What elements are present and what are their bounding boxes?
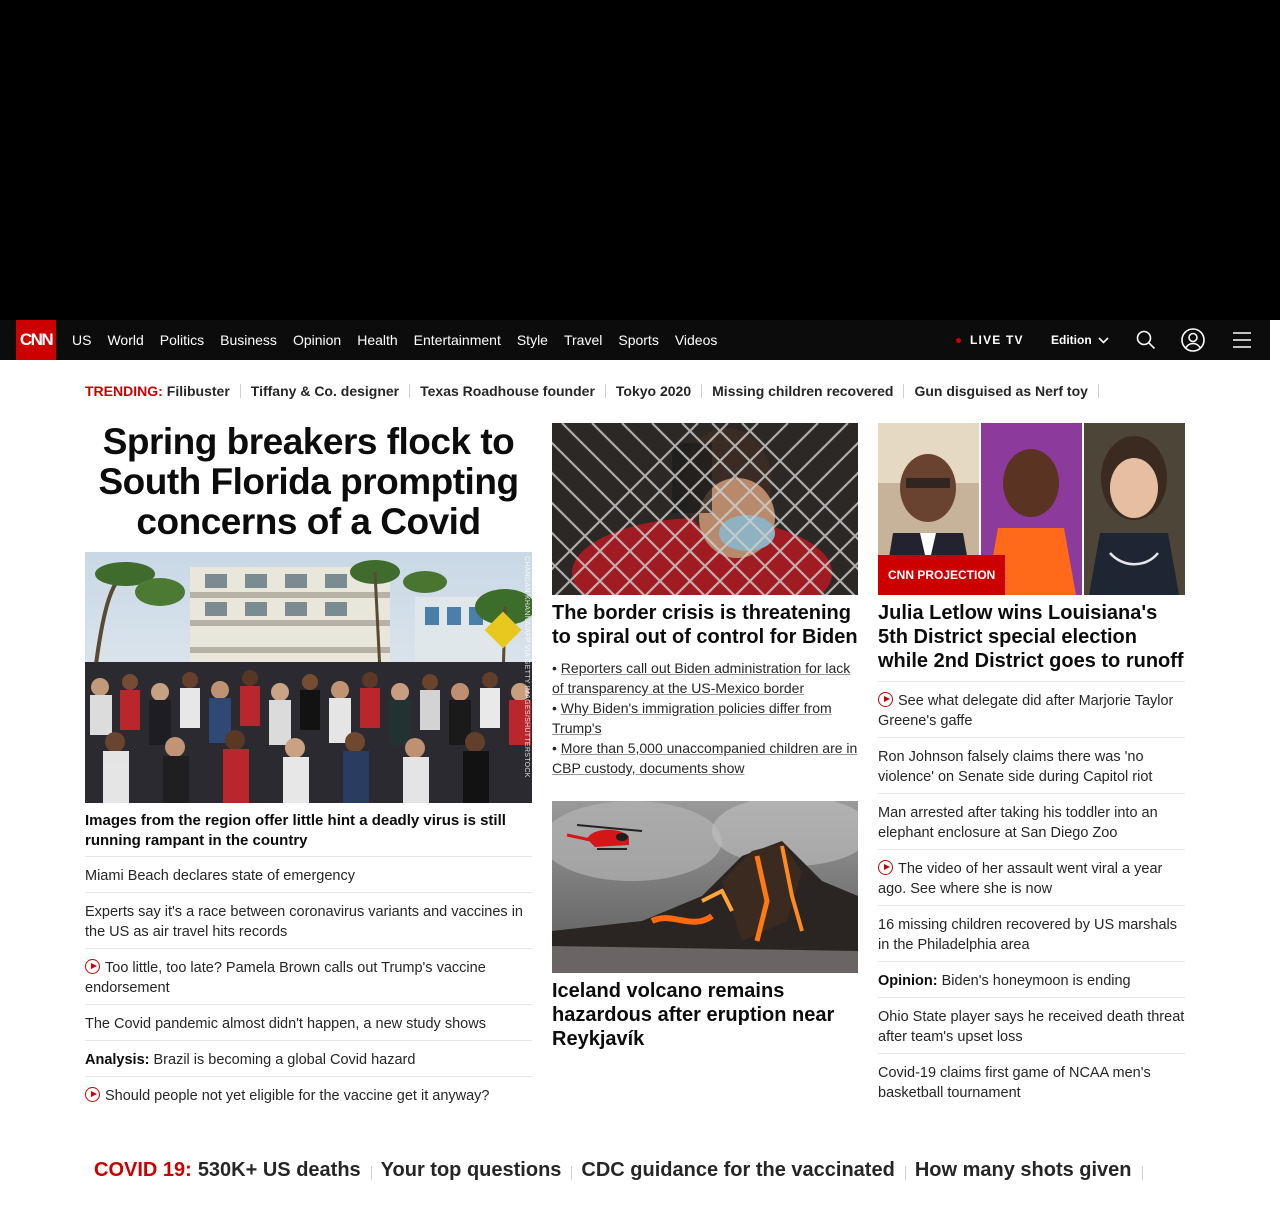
election-headline[interactable]: Julia Letlow wins Louisiana's 5th District special election while 2nd District goes to runoff xyxy=(878,601,1185,682)
play-video-icon xyxy=(85,959,100,974)
nav-link-sports[interactable]: Sports xyxy=(618,332,659,348)
story-text: See what delegate did after Marjorie Taylor Greene's gaffe xyxy=(878,693,1174,729)
story-text: Should people not yet eligible for the vaccine get it anyway? xyxy=(105,1088,490,1104)
covid-link-questions[interactable]: Your top questions xyxy=(372,1159,573,1182)
bullet-link[interactable]: Why Biden's immigration policies differ from Trump's xyxy=(552,700,832,736)
play-video-icon xyxy=(878,860,893,875)
story-text: Ron Johnson falsely claims there was 'no violence' on Senate side during Capitol riot xyxy=(878,749,1153,785)
trending-item-nerf-gun[interactable]: Gun disguised as Nerf toy xyxy=(904,384,1098,398)
volcano-photo[interactable] xyxy=(552,801,858,973)
trending-item-filibuster[interactable]: Filibuster xyxy=(167,384,241,398)
lead-headline[interactable]: Spring breakers flock to South Florida prompting concerns of a Covid xyxy=(98,421,519,542)
nav-link-us[interactable]: US xyxy=(72,332,92,348)
spring-break-crowd-photo[interactable] xyxy=(85,552,532,803)
bullet-item[interactable]: • More than 5,000 unaccompanied children are in CBP custody, documents show xyxy=(552,740,858,776)
bullet-item[interactable]: • Why Biden's immigration policies differ from Trump's xyxy=(552,700,832,736)
nav-link-business[interactable]: Business xyxy=(220,332,277,348)
trending-item-texas-roadhouse[interactable]: Texas Roadhouse founder xyxy=(410,384,606,398)
bullet-link[interactable]: More than 5,000 unaccompanied children are in CBP custody, documents show xyxy=(552,740,858,776)
trending-bar xyxy=(85,382,1099,400)
right-column xyxy=(878,423,1185,1109)
trending-item-tokyo-2020[interactable]: Tokyo 2020 xyxy=(606,384,702,398)
edition-dropdown[interactable] xyxy=(1051,320,1109,360)
story-item[interactable] xyxy=(878,1054,1185,1109)
story-text: Brazil is becoming a global Covid hazard xyxy=(149,1052,416,1068)
story-text: Experts say it's a race between coronavirus variants and vaccines in the US as air travel hits records xyxy=(85,904,523,940)
nav-link-entertainment[interactable]: Entertainment xyxy=(413,332,501,348)
story-item[interactable] xyxy=(878,682,1185,738)
right-related-stories xyxy=(878,682,1185,1109)
story-text: The video of her assault went viral a year ago. See where she is now xyxy=(878,861,1163,897)
story-item[interactable] xyxy=(85,893,532,949)
play-video-icon xyxy=(878,692,893,707)
live-tv-label: LIVE TV xyxy=(970,333,1024,347)
story-text: Man arrested after taking his toddler into an elephant enclosure at San Diego Zoo xyxy=(878,805,1158,841)
lead-related-stories xyxy=(85,857,532,1112)
story-item[interactable] xyxy=(85,1077,532,1112)
top-navbar xyxy=(0,320,1270,360)
nav-link-style[interactable]: Style xyxy=(516,332,548,348)
candidates-photo[interactable] xyxy=(878,423,1185,595)
cnn-logo[interactable]: CNN xyxy=(16,320,56,360)
story-text: Miami Beach declares state of emergency xyxy=(85,868,355,884)
play-video-icon xyxy=(85,1087,100,1102)
story-item[interactable] xyxy=(85,857,532,893)
covid-link-shots-given[interactable]: How many shots given xyxy=(906,1159,1143,1182)
story-prefix: Analysis: xyxy=(85,1052,150,1068)
story-text: Ohio State player says he received death threat after team's upset loss xyxy=(878,1009,1185,1045)
nav-link-politics[interactable]: Politics xyxy=(159,332,205,348)
search-icon[interactable] xyxy=(1134,328,1158,352)
live-tv-button[interactable] xyxy=(956,320,1024,360)
lead-subheadline[interactable]: Images from the region offer little hint a deadly virus is still running rampant in the country xyxy=(85,811,532,857)
user-account-icon[interactable] xyxy=(1181,328,1205,352)
covid-bar xyxy=(94,1158,1143,1182)
story-prefix: Opinion: xyxy=(878,973,938,989)
cnn-projection-badge: CNN PROJECTION xyxy=(878,555,1005,595)
bullet-link[interactable]: Reporters call out Biden administration for lack of transparency at the US-Mexico border xyxy=(552,660,851,696)
border-fence-photo[interactable] xyxy=(552,423,858,595)
story-item[interactable] xyxy=(878,850,1185,906)
border-crisis-headline[interactable]: The border crisis is threatening to spiral out of control for Biden xyxy=(552,602,858,648)
nav-link-health[interactable]: Health xyxy=(357,332,398,348)
border-bullets xyxy=(552,658,858,778)
trending-item-tiffany[interactable]: Tiffany & Co. designer xyxy=(241,384,410,398)
story-text: Covid-19 claims first game of NCAA men's basketball tournament xyxy=(878,1065,1151,1101)
nav-link-world[interactable]: World xyxy=(107,332,144,348)
bullet-item[interactable]: • Reporters call out Biden administration for lack of transparency at the US-Mexico border xyxy=(552,660,851,696)
story-text: Biden's honeymoon is ending xyxy=(937,973,1131,989)
photo-credit: CHANDAN KHANNA/AFP VIA GETTY IMAGES/SHUTTERSTOCK xyxy=(523,556,530,778)
covid-link-deaths[interactable]: 530K+ US deaths xyxy=(198,1159,372,1182)
nav-links xyxy=(64,320,725,360)
story-item[interactable] xyxy=(878,998,1185,1054)
nav-link-opinion[interactable]: Opinion xyxy=(292,332,342,348)
live-dot-icon xyxy=(956,338,961,343)
story-item[interactable] xyxy=(878,738,1185,794)
story-item[interactable] xyxy=(85,1041,532,1077)
lead-story-column xyxy=(85,423,532,1112)
trending-label: TRENDING: xyxy=(85,383,163,399)
story-text: Too little, too late? Pamela Brown calls out Trump's vaccine endorsement xyxy=(85,960,486,996)
nav-link-travel[interactable]: Travel xyxy=(563,332,603,348)
volcano-headline[interactable]: Iceland volcano remains hazardous after eruption near Reykjavík xyxy=(552,980,835,1050)
middle-column xyxy=(552,423,858,1051)
chevron-down-icon xyxy=(1098,337,1109,344)
covid-link-cdc-guidance[interactable]: CDC guidance for the vaccinated xyxy=(572,1159,905,1182)
story-text: The Covid pandemic almost didn't happen, a new study shows xyxy=(85,1016,486,1032)
ad-banner xyxy=(0,0,1280,320)
menu-icon[interactable] xyxy=(1230,328,1254,352)
edition-label: Edition xyxy=(1051,333,1092,347)
story-item[interactable] xyxy=(85,949,532,1005)
trending-item-missing-children[interactable]: Missing children recovered xyxy=(702,384,904,398)
story-text: 16 missing children recovered by US marshals in the Philadelphia area xyxy=(878,917,1177,953)
story-item[interactable] xyxy=(878,794,1185,850)
story-item[interactable] xyxy=(878,962,1185,998)
covid-label: COVID 19: xyxy=(94,1158,192,1181)
story-item[interactable] xyxy=(85,1005,532,1041)
nav-link-videos[interactable]: Videos xyxy=(674,332,718,348)
story-item[interactable] xyxy=(878,906,1185,962)
